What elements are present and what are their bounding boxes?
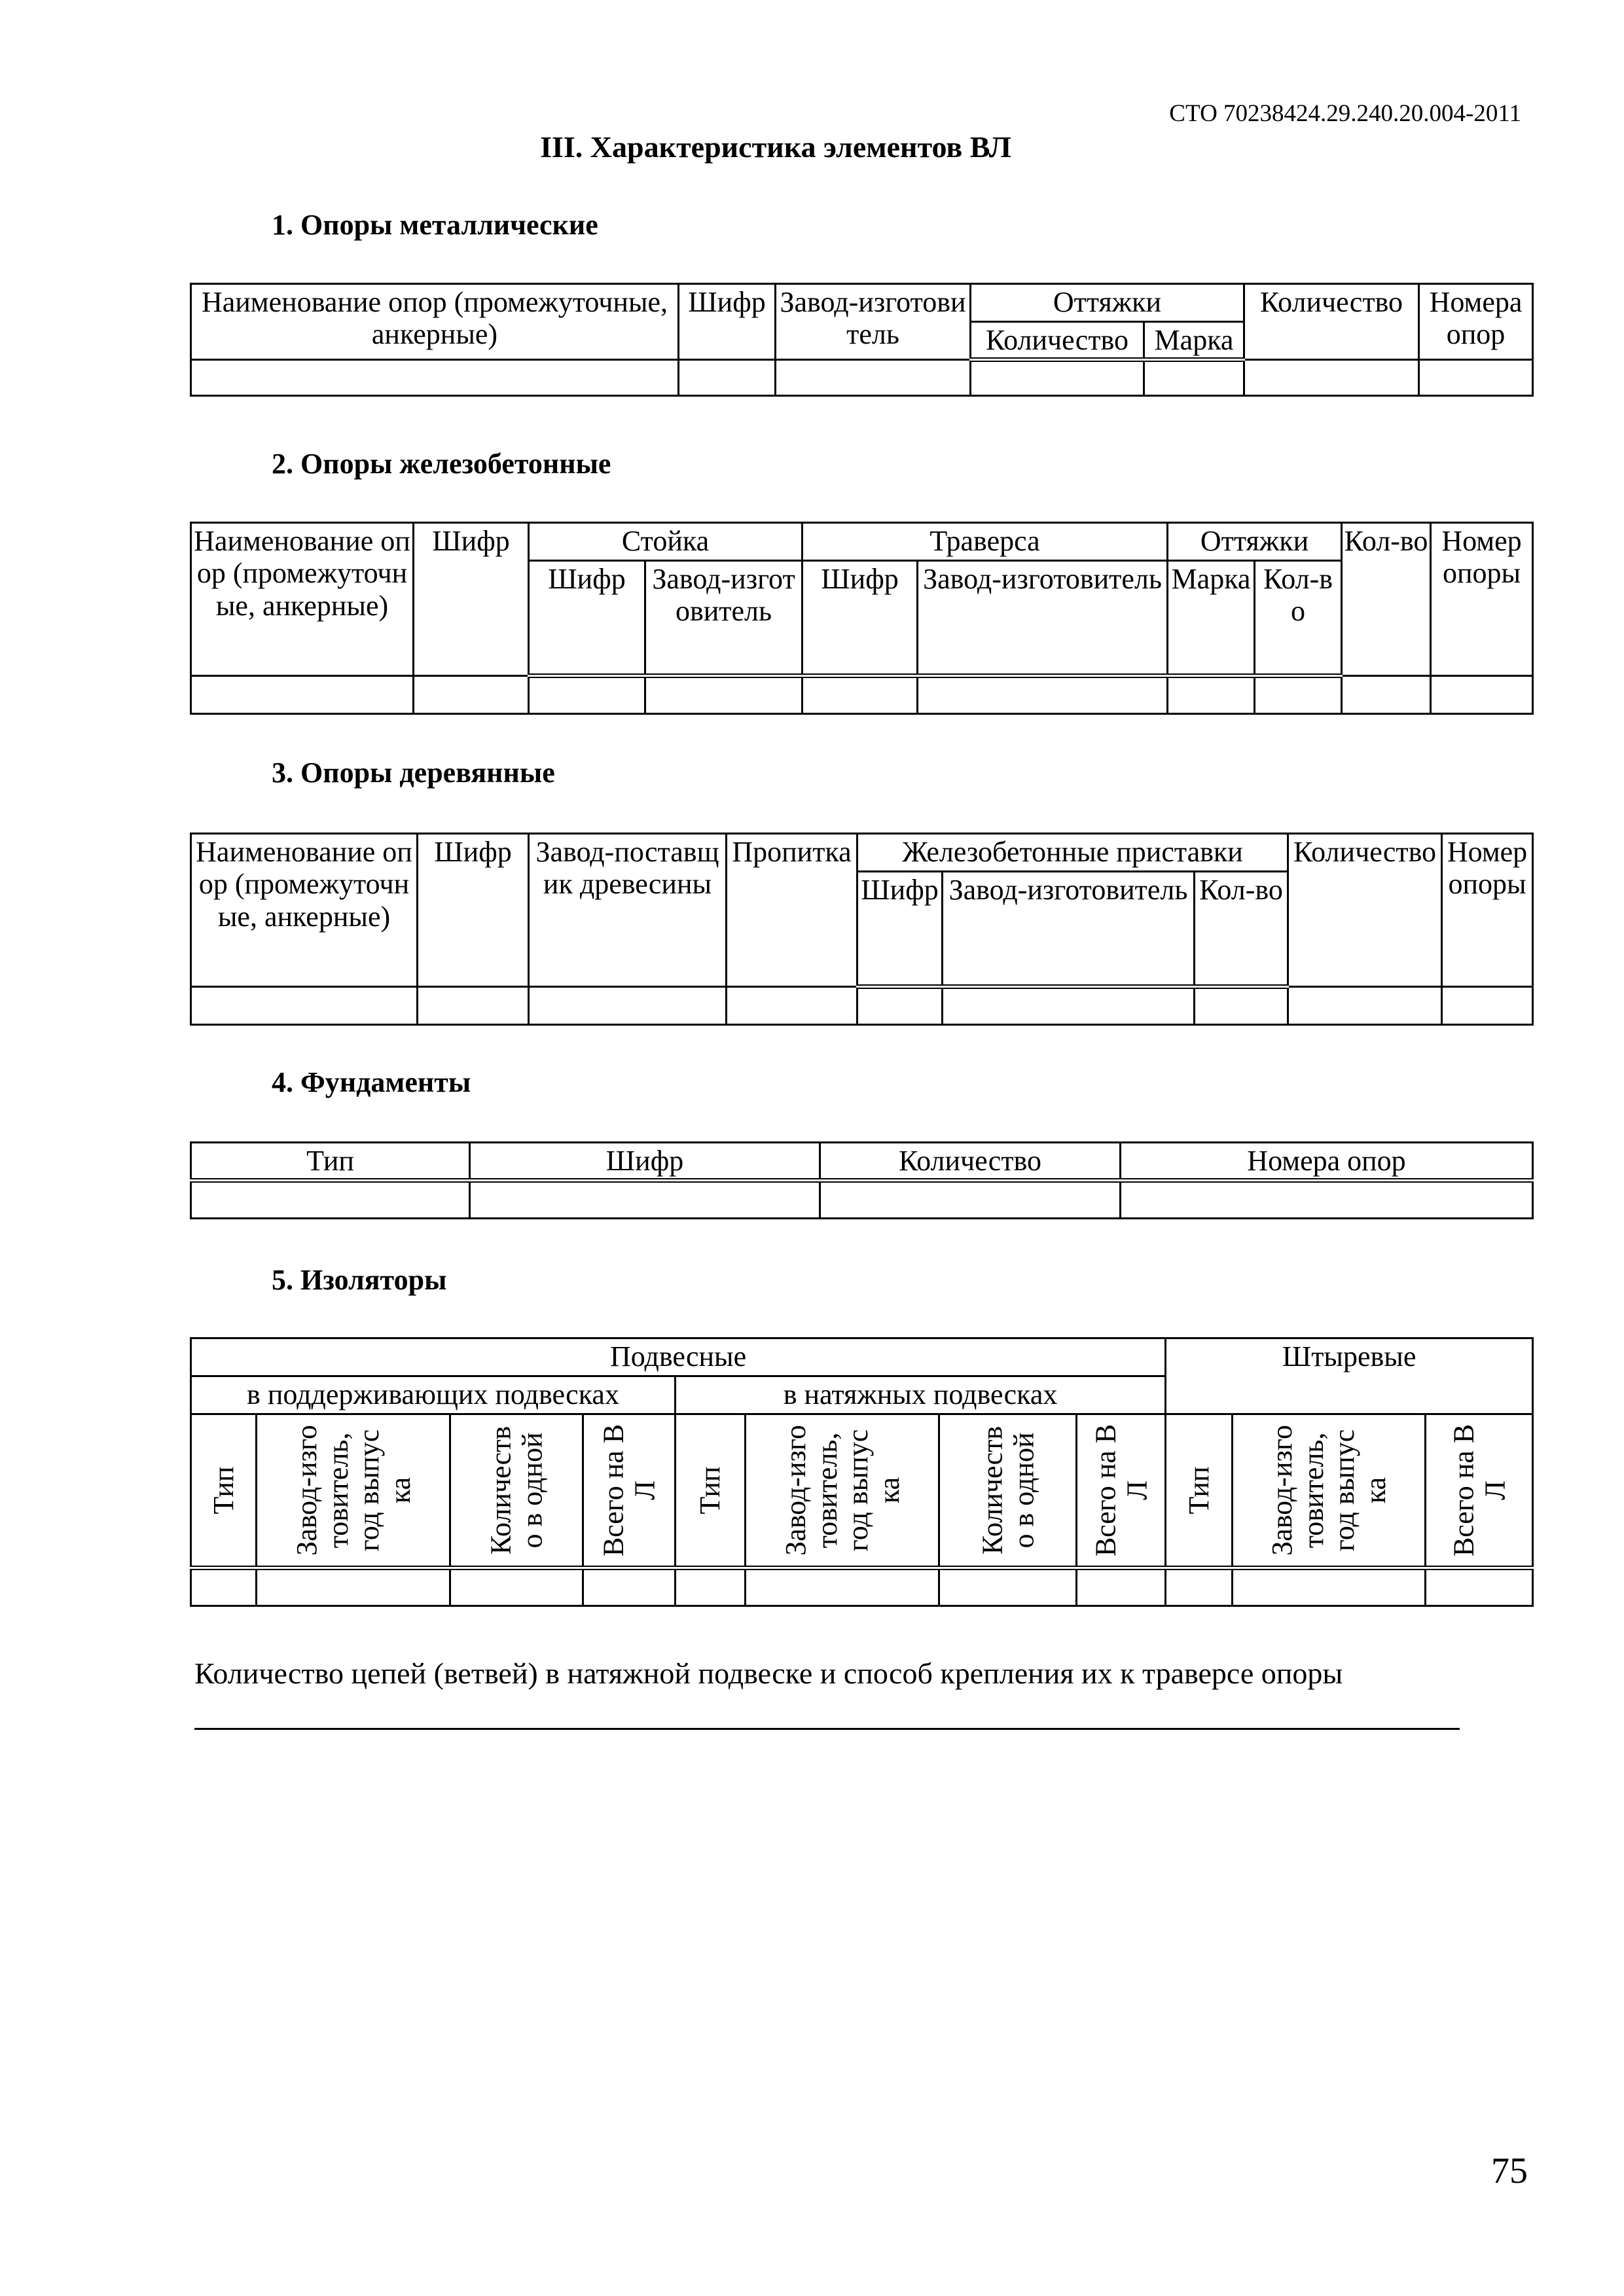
table-cell	[1442, 987, 1533, 1025]
col-crossarm-code: Шифр	[803, 561, 918, 676]
table-cell	[776, 360, 971, 396]
col-support-number: Номер опоры	[1431, 523, 1533, 676]
col-support-count: Количество в одной	[450, 1414, 583, 1568]
table-cell	[1195, 987, 1288, 1025]
table-cell	[529, 676, 645, 714]
table-cell	[1342, 676, 1431, 714]
table-row	[191, 360, 1533, 396]
col-post-manufacturer: Завод-изготовитель	[645, 561, 803, 676]
col-post-code: Шифр	[529, 561, 645, 676]
table-cell	[257, 1568, 450, 1606]
table-cell	[1077, 1568, 1166, 1606]
col-extension-code: Шифр	[857, 872, 943, 987]
table-cell	[1144, 360, 1244, 396]
col-extension-manufacturer: Завод-изготовитель	[943, 872, 1195, 987]
table-cell	[418, 987, 529, 1025]
foundations-table	[190, 1141, 1534, 1219]
col-wood-supplier: Завод-поставщик древесины	[529, 834, 727, 987]
concrete-supports-table	[190, 522, 1534, 715]
table-cell	[918, 676, 1168, 714]
col-tension-manufacturer: Завод-изготовитель, год выпуска	[746, 1414, 939, 1568]
table-cell	[727, 987, 857, 1025]
table-cell	[803, 676, 918, 714]
col-guys: Оттяжки	[1168, 523, 1342, 561]
col-code: Шифр	[679, 284, 776, 360]
table-cell	[1233, 1568, 1426, 1606]
table-cell	[676, 1568, 746, 1606]
col-support-type: Тип	[191, 1414, 257, 1568]
col-type: Тип	[191, 1143, 470, 1181]
col-quantity: Кол-во	[1342, 523, 1431, 676]
table-cell	[645, 676, 803, 714]
table-cell	[191, 676, 414, 714]
col-tension-total: Всего на ВЛ	[1077, 1414, 1166, 1568]
col-support-manufacturer: Завод-изготовитель, год выпуска	[257, 1414, 450, 1568]
col-guys-mark: Марка	[1168, 561, 1255, 676]
col-supporting-suspensions: в поддерживающих подвесках	[191, 1376, 676, 1414]
table-cell	[939, 1568, 1077, 1606]
table-cell	[1168, 676, 1255, 714]
col-support-name: Наименование опор (промежуточные, анкерные)	[191, 834, 418, 987]
wooden-supports-table	[190, 833, 1534, 1026]
document-code: СТО 70238424.29.240.20.004-2011	[1169, 100, 1521, 127]
table-cell	[1255, 676, 1342, 714]
table-cell	[1288, 987, 1442, 1025]
col-extension-quantity: Кол-во	[1195, 872, 1288, 987]
section-1-title: 1. Опоры металлические	[272, 209, 598, 241]
table-cell	[1166, 1568, 1233, 1606]
table-cell	[679, 360, 776, 396]
col-pin-total: Всего на ВЛ	[1426, 1414, 1533, 1568]
table-cell	[191, 1181, 470, 1219]
col-code: Шифр	[414, 523, 529, 676]
table-cell	[450, 1568, 583, 1606]
col-guys-quantity: Количество	[971, 322, 1144, 360]
table-cell	[857, 987, 943, 1025]
col-support-numbers: Номера опор	[1121, 1143, 1533, 1181]
table-cell	[1426, 1568, 1533, 1606]
table-cell	[191, 360, 679, 396]
insulators-table	[190, 1337, 1534, 1607]
table-row	[191, 987, 1533, 1025]
table-row	[191, 1181, 1533, 1219]
section-2-title: 2. Опоры железобетонные	[272, 448, 611, 480]
table-cell	[971, 360, 1144, 396]
col-pin: Штыревые	[1166, 1338, 1533, 1414]
section-3-title: 3. Опоры деревянные	[272, 757, 555, 789]
page-title: III. Характеристика элементов ВЛ	[540, 130, 1011, 164]
col-guys-mark: Марка	[1144, 322, 1244, 360]
table-cell	[1419, 360, 1533, 396]
col-quantity: Количество	[820, 1143, 1121, 1181]
table-cell	[191, 1568, 257, 1606]
col-guys: Оттяжки	[971, 284, 1244, 322]
col-manufacturer: Завод-изготовитель	[776, 284, 971, 360]
page-number: 75	[1491, 2151, 1528, 2191]
col-tension-type: Тип	[676, 1414, 746, 1568]
col-support-total: Всего на ВЛ	[583, 1414, 676, 1568]
metal-supports-table	[190, 283, 1534, 397]
col-quantity: Количество	[1288, 834, 1442, 987]
table-cell	[191, 987, 418, 1025]
table-cell	[470, 1181, 820, 1219]
table-cell	[746, 1568, 939, 1606]
table-row	[191, 1568, 1533, 1606]
table-row	[191, 676, 1533, 714]
col-crossarm: Траверса	[803, 523, 1168, 561]
col-support-name: Наименование опор (промежуточные, анкерные)	[191, 523, 414, 676]
col-impregnation: Пропитка	[727, 834, 857, 987]
col-code: Шифр	[418, 834, 529, 987]
col-code: Шифр	[470, 1143, 820, 1181]
col-quantity: Количество	[1244, 284, 1419, 360]
col-post: Стойка	[529, 523, 803, 561]
col-suspended: Подвесные	[191, 1338, 1166, 1376]
table-cell	[1121, 1181, 1533, 1219]
table-cell	[820, 1181, 1121, 1219]
table-cell	[943, 987, 1195, 1025]
chains-note: Количество цепей (ветвей) в натяжной подвеске и способ крепления их к траверсе опоры	[194, 1657, 1343, 1690]
col-pin-type: Тип	[1166, 1414, 1233, 1568]
table-cell	[1431, 676, 1533, 714]
fill-in-line	[194, 1728, 1460, 1730]
col-crossarm-manufacturer: Завод-изготовитель	[918, 561, 1168, 676]
section-4-title: 4. Фундаменты	[272, 1066, 471, 1098]
col-support-numbers: Номера опор	[1419, 284, 1533, 360]
table-cell	[1244, 360, 1419, 396]
table-cell	[414, 676, 529, 714]
col-support-number: Номер опоры	[1442, 834, 1533, 987]
col-pin-manufacturer: Завод-изготовитель, год выпуска	[1233, 1414, 1426, 1568]
col-concrete-extensions: Железобетонные приставки	[857, 834, 1288, 872]
col-tension-count: Количество в одной	[939, 1414, 1077, 1568]
table-cell	[529, 987, 727, 1025]
table-cell	[583, 1568, 676, 1606]
col-guys-quantity: Кол-во	[1255, 561, 1342, 676]
section-5-title: 5. Изоляторы	[272, 1264, 447, 1296]
col-tension-suspensions: в натяжных подвесках	[676, 1376, 1166, 1414]
col-support-name: Наименование опор (промежуточные, анкерные)	[191, 284, 679, 360]
